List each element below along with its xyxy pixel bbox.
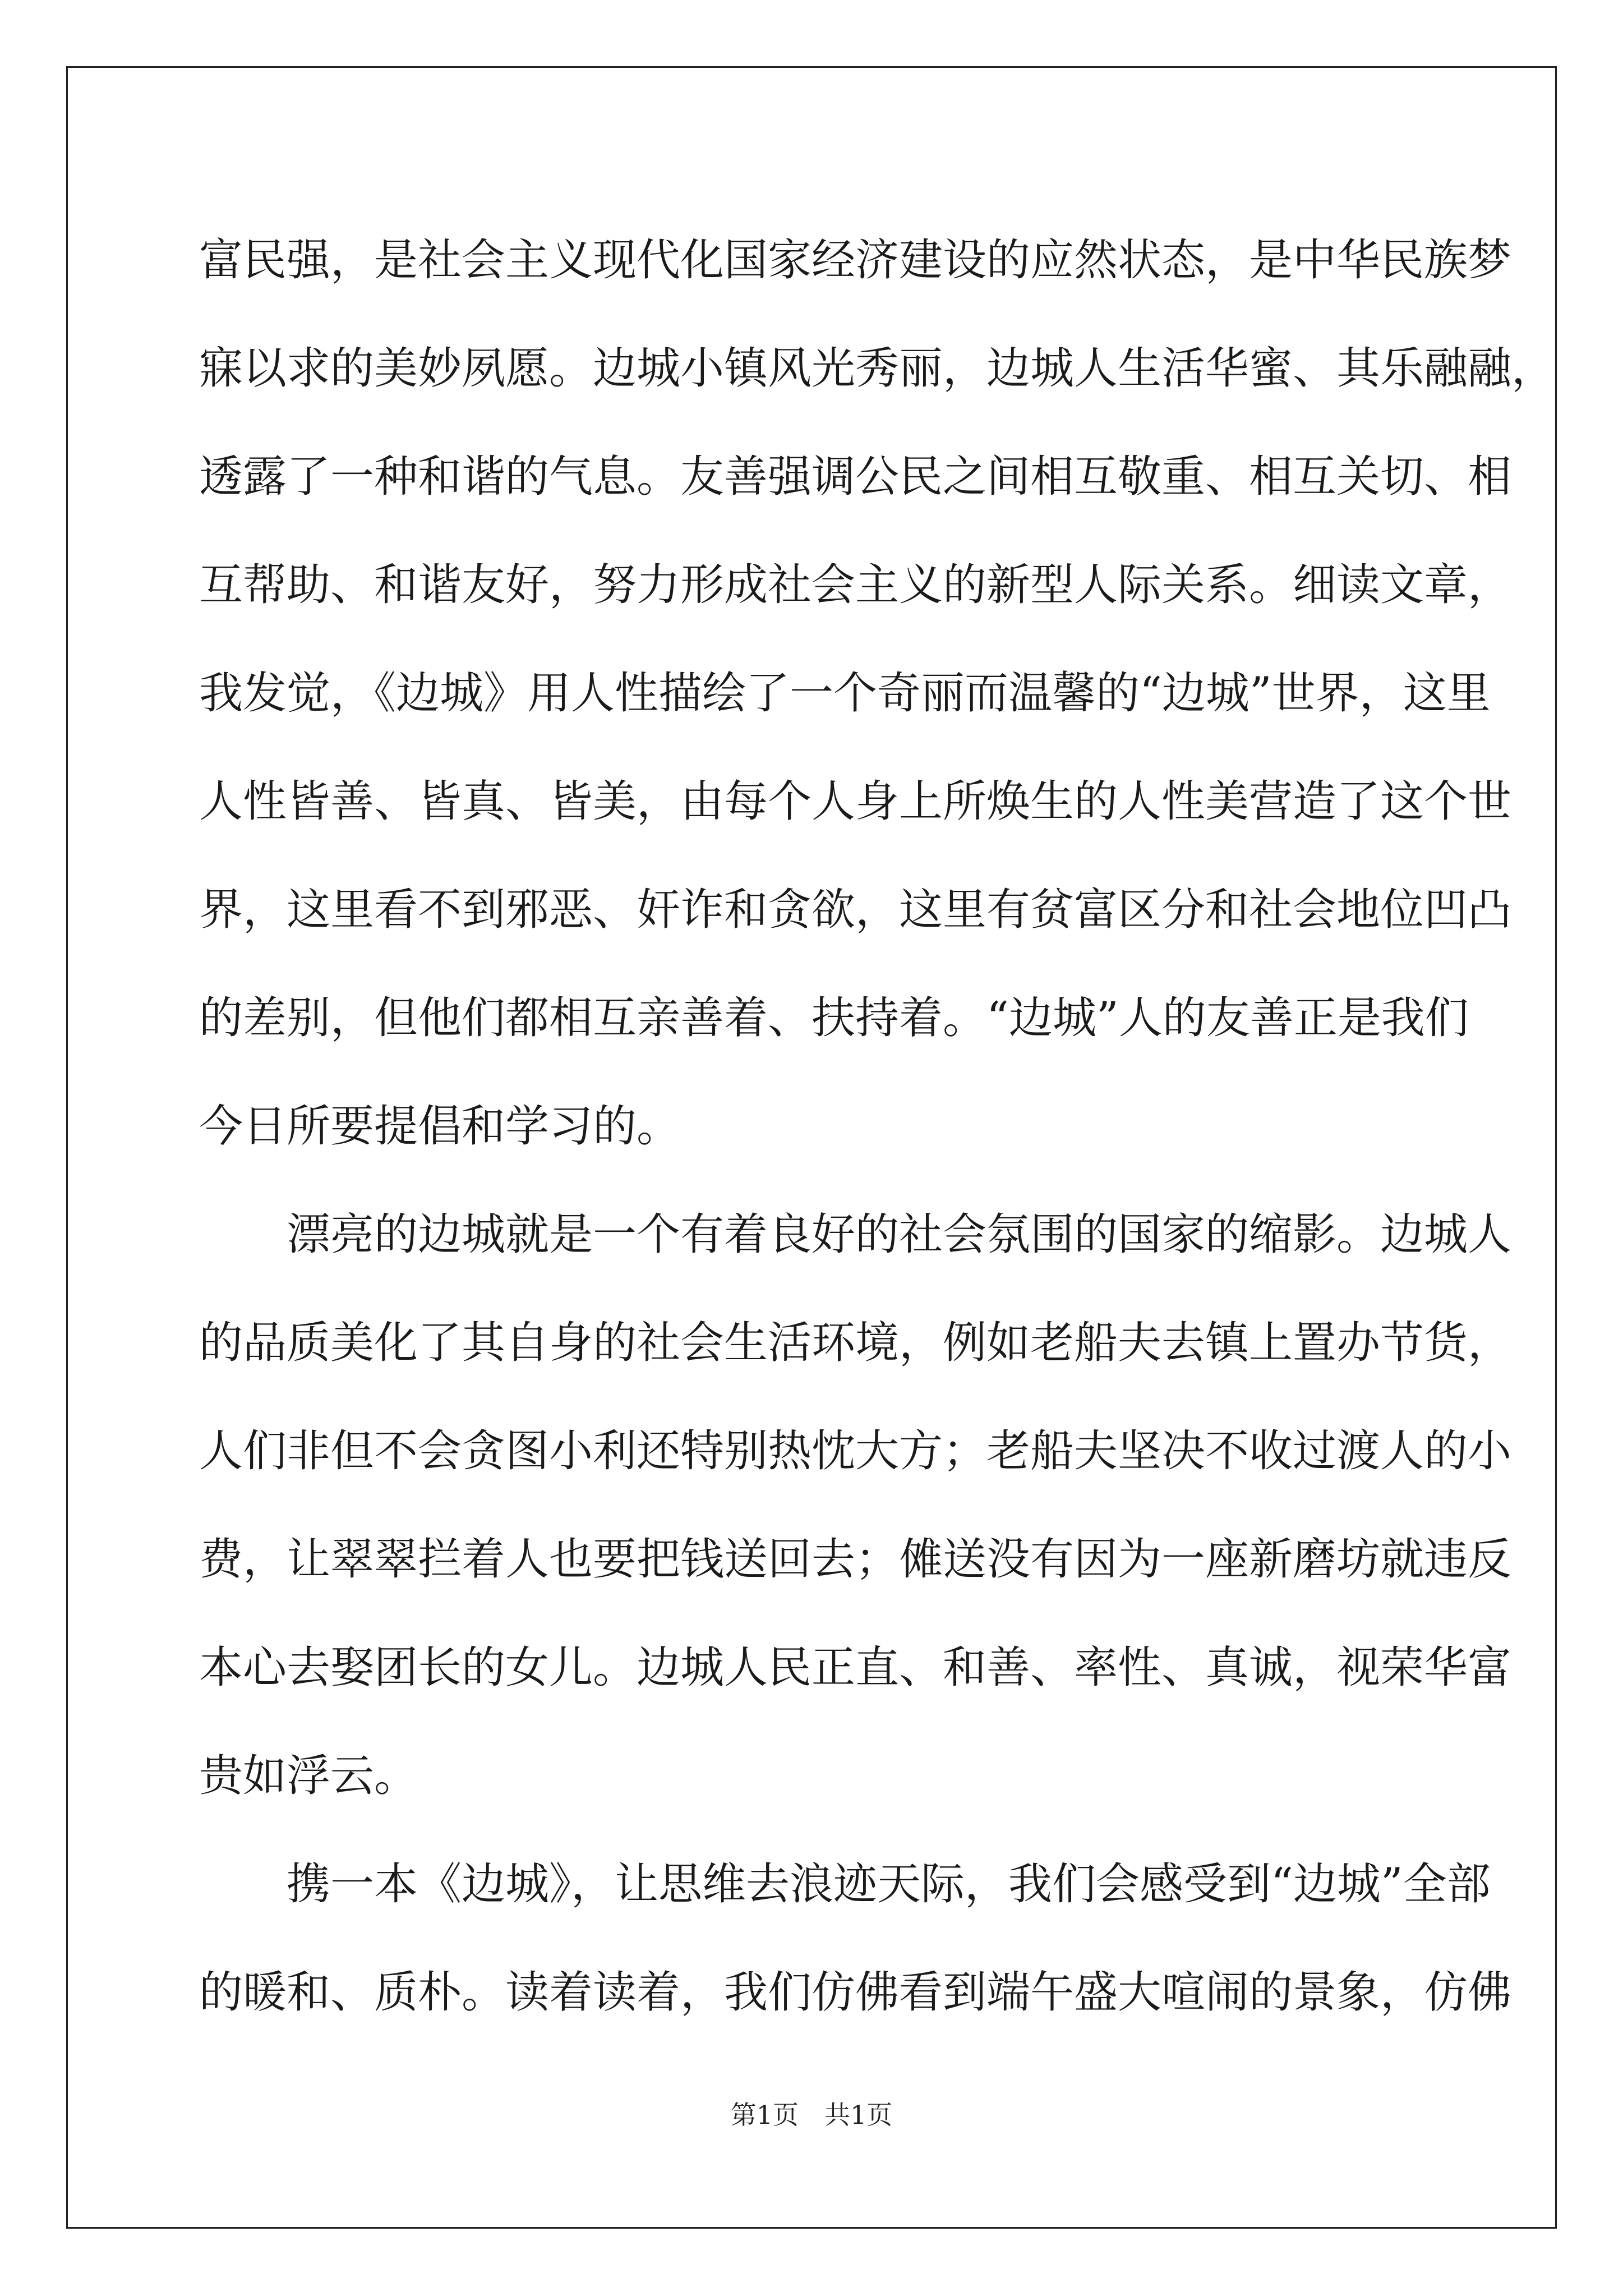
text-line: 的差别，但他们都相互亲善着、扶持着。“边城”人的友善正是我们 <box>199 993 1469 1043</box>
paragraph-first-line: 携一本《边城》，让思维去浪迹天际，我们会感受到“边城”全部 <box>287 1859 1491 1910</box>
text-line: 的暖和、质朴。读着读着，我们仿佛看到端午盛大喧闹的景象，仿佛 <box>199 1967 1512 2018</box>
page-footer <box>0 2098 1623 2132</box>
text-line: 人们非但不会贪图小利还特别热忱大方；老船夫坚决不收过渡人的小 <box>199 1426 1512 1476</box>
page-number: 第1页 <box>730 2100 799 2130</box>
text-line: 透露了一种和谐的气息。友善强调公民之间相互敬重、相互关切、相 <box>199 452 1512 502</box>
text-line: 费，让翠翠拦着人也要把钱送回去；傩送没有因为一座新磨坊就违反 <box>199 1534 1512 1585</box>
text-line: 人性皆善、皆真、皆美，由每个人身上所焕生的人性美营造了这个世 <box>199 776 1512 827</box>
paragraph-first-line: 漂亮的边城就是一个有着良好的社会氛围的国家的缩影。边城人 <box>287 1209 1512 1260</box>
text-line: 寐以求的美妙夙愿。边城小镇风光秀丽，边城人生活华蜜、其乐融融， <box>199 343 1556 394</box>
text-line: 贵如浮云。 <box>199 1751 418 1801</box>
text-line: 今日所要提倡和学习的。 <box>199 1101 681 1152</box>
text-line: 富民强，是社会主义现代化国家经济建设的应然状态，是中华民族梦 <box>199 235 1512 286</box>
text-line: 界，这里看不到邪恶、奸诈和贪欲，这里有贫富区分和社会地位凹凸 <box>199 885 1512 935</box>
page-total: 共1页 <box>824 2100 893 2130</box>
text-line: 我发觉，《边城》用人性描绘了一个奇丽而温馨的“边城”世界，这里 <box>199 668 1491 719</box>
text-line: 互帮助、和谐友好，努力形成社会主义的新型人际关系。细读文章， <box>199 560 1512 610</box>
document-body <box>199 206 1556 2047</box>
text-line: 本心去娶团长的女儿。边城人民正直、和善、率性、真诚，视荣华富 <box>199 1642 1512 1693</box>
text-line: 的品质美化了其自身的社会生活环境，例如老船夫去镇上置办节货， <box>199 1318 1512 1368</box>
